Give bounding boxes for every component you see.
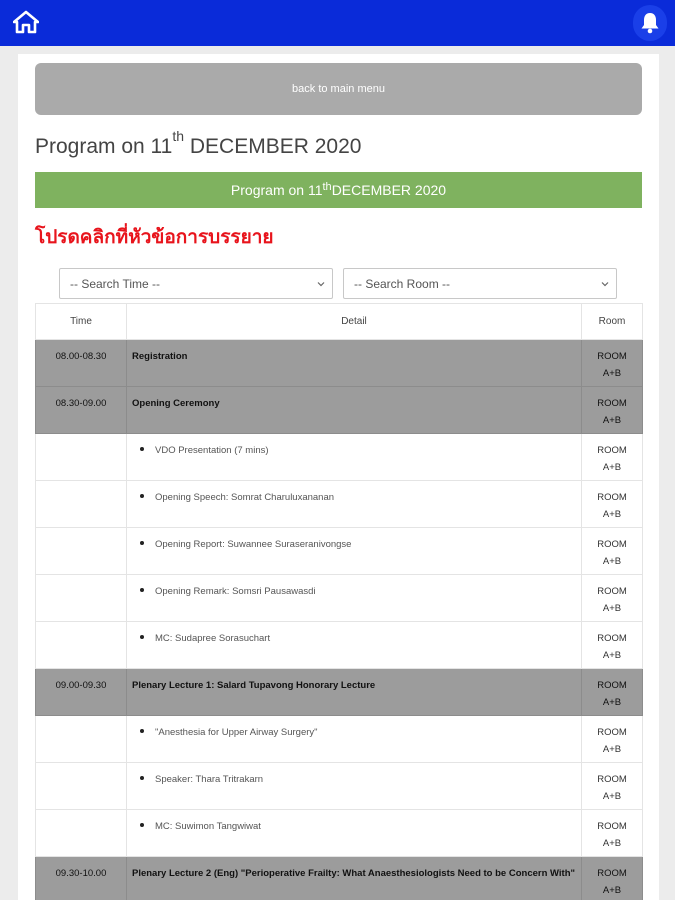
- item-room: ROOM A+B: [582, 434, 643, 481]
- item-room: ROOM A+B: [582, 716, 643, 763]
- session-item-row: [36, 481, 643, 528]
- item-detail: MC: Sudapree Sorasuchart: [127, 622, 582, 669]
- program-card: [18, 54, 659, 900]
- table-header: [36, 304, 643, 340]
- chevron-down-icon: [600, 279, 610, 289]
- bullet-icon: [140, 588, 144, 592]
- item-room: ROOM A+B: [582, 810, 643, 857]
- item-time: [36, 622, 127, 669]
- bullet-icon: [140, 823, 144, 827]
- session-time: 09.00-09.30: [36, 669, 127, 716]
- session-time: 09.30-10.00: [36, 857, 127, 900]
- bullet-icon: [140, 447, 144, 451]
- session-title[interactable]: Plenary Lecture 2 (Eng) "Perioperative Frailty: What Anaesthesiologists Need to be Concern With": [127, 857, 582, 900]
- bullet-icon: [140, 776, 144, 780]
- item-detail: Speaker: Thara Tritrakarn: [127, 763, 582, 810]
- item-detail: "Anesthesia for Upper Airway Surgery": [127, 716, 582, 763]
- session-row[interactable]: [36, 669, 643, 716]
- session-row[interactable]: [36, 340, 643, 387]
- item-time: [36, 810, 127, 857]
- item-time: [36, 528, 127, 575]
- session-item-row: [36, 528, 643, 575]
- item-time: [36, 716, 127, 763]
- item-room: ROOM A+B: [582, 763, 643, 810]
- item-detail: Opening Remark: Somsri Pausawasdi: [127, 575, 582, 622]
- session-title[interactable]: Registration: [127, 340, 582, 387]
- home-button[interactable]: [10, 7, 42, 37]
- session-item-row: [36, 622, 643, 669]
- date-banner: Program on 11 $^{th}$ DECEMBER 2020: [35, 172, 642, 208]
- session-item-row: [36, 434, 643, 481]
- session-room: ROOM A+B: [582, 387, 643, 434]
- item-time: [36, 434, 127, 481]
- session-row[interactable]: [36, 387, 643, 434]
- page-title: Program on 11th DECEMBER 2020: [35, 128, 362, 158]
- item-detail: Opening Speech: Somrat Charuluxananan: [127, 481, 582, 528]
- home-icon: [13, 10, 39, 34]
- search-room-select[interactable]: -- Search Room --: [343, 268, 617, 299]
- notification-button[interactable]: [633, 5, 667, 41]
- session-item-row: [36, 716, 643, 763]
- session-room: ROOM A+B: [582, 340, 643, 387]
- program-table: [35, 303, 643, 900]
- top-app-bar: [0, 0, 675, 46]
- item-time: [36, 575, 127, 622]
- click-topic-notice: โปรดคลิกที่หัวข้อการบรรยาย: [35, 227, 274, 248]
- item-time: [36, 763, 127, 810]
- session-time: 08.00-08.30: [36, 340, 127, 387]
- bell-icon: [640, 12, 660, 34]
- bullet-icon: [140, 494, 144, 498]
- session-item-row: [36, 575, 643, 622]
- chevron-down-icon: [316, 279, 326, 289]
- bullet-icon: [140, 635, 144, 639]
- item-room: ROOM A+B: [582, 481, 643, 528]
- session-room: ROOM A+B: [582, 857, 643, 900]
- session-time: 08.30-09.00: [36, 387, 127, 434]
- back-to-main-menu-button[interactable]: back to main menu: [35, 63, 642, 115]
- room-column-header: Room: [582, 304, 643, 340]
- detail-column-header: Detail: [127, 304, 582, 340]
- session-item-row: [36, 763, 643, 810]
- session-row[interactable]: [36, 857, 643, 900]
- session-title[interactable]: Plenary Lecture 1: Salard Tupavong Honorary Lecture: [127, 669, 582, 716]
- bullet-icon: [140, 729, 144, 733]
- item-detail: Opening Report: Suwannee Suraseranivongse: [127, 528, 582, 575]
- item-room: ROOM A+B: [582, 575, 643, 622]
- item-detail: VDO Presentation (7 mins): [127, 434, 582, 481]
- search-time-select[interactable]: -- Search Time --: [59, 268, 333, 299]
- item-room: ROOM A+B: [582, 528, 643, 575]
- item-detail: MC: Suwimon Tangwiwat: [127, 810, 582, 857]
- session-item-row: [36, 810, 643, 857]
- item-room: ROOM A+B: [582, 622, 643, 669]
- bullet-icon: [140, 541, 144, 545]
- time-column-header: Time: [36, 304, 127, 340]
- session-title[interactable]: Opening Ceremony: [127, 387, 582, 434]
- item-time: [36, 481, 127, 528]
- session-room: ROOM A+B: [582, 669, 643, 716]
